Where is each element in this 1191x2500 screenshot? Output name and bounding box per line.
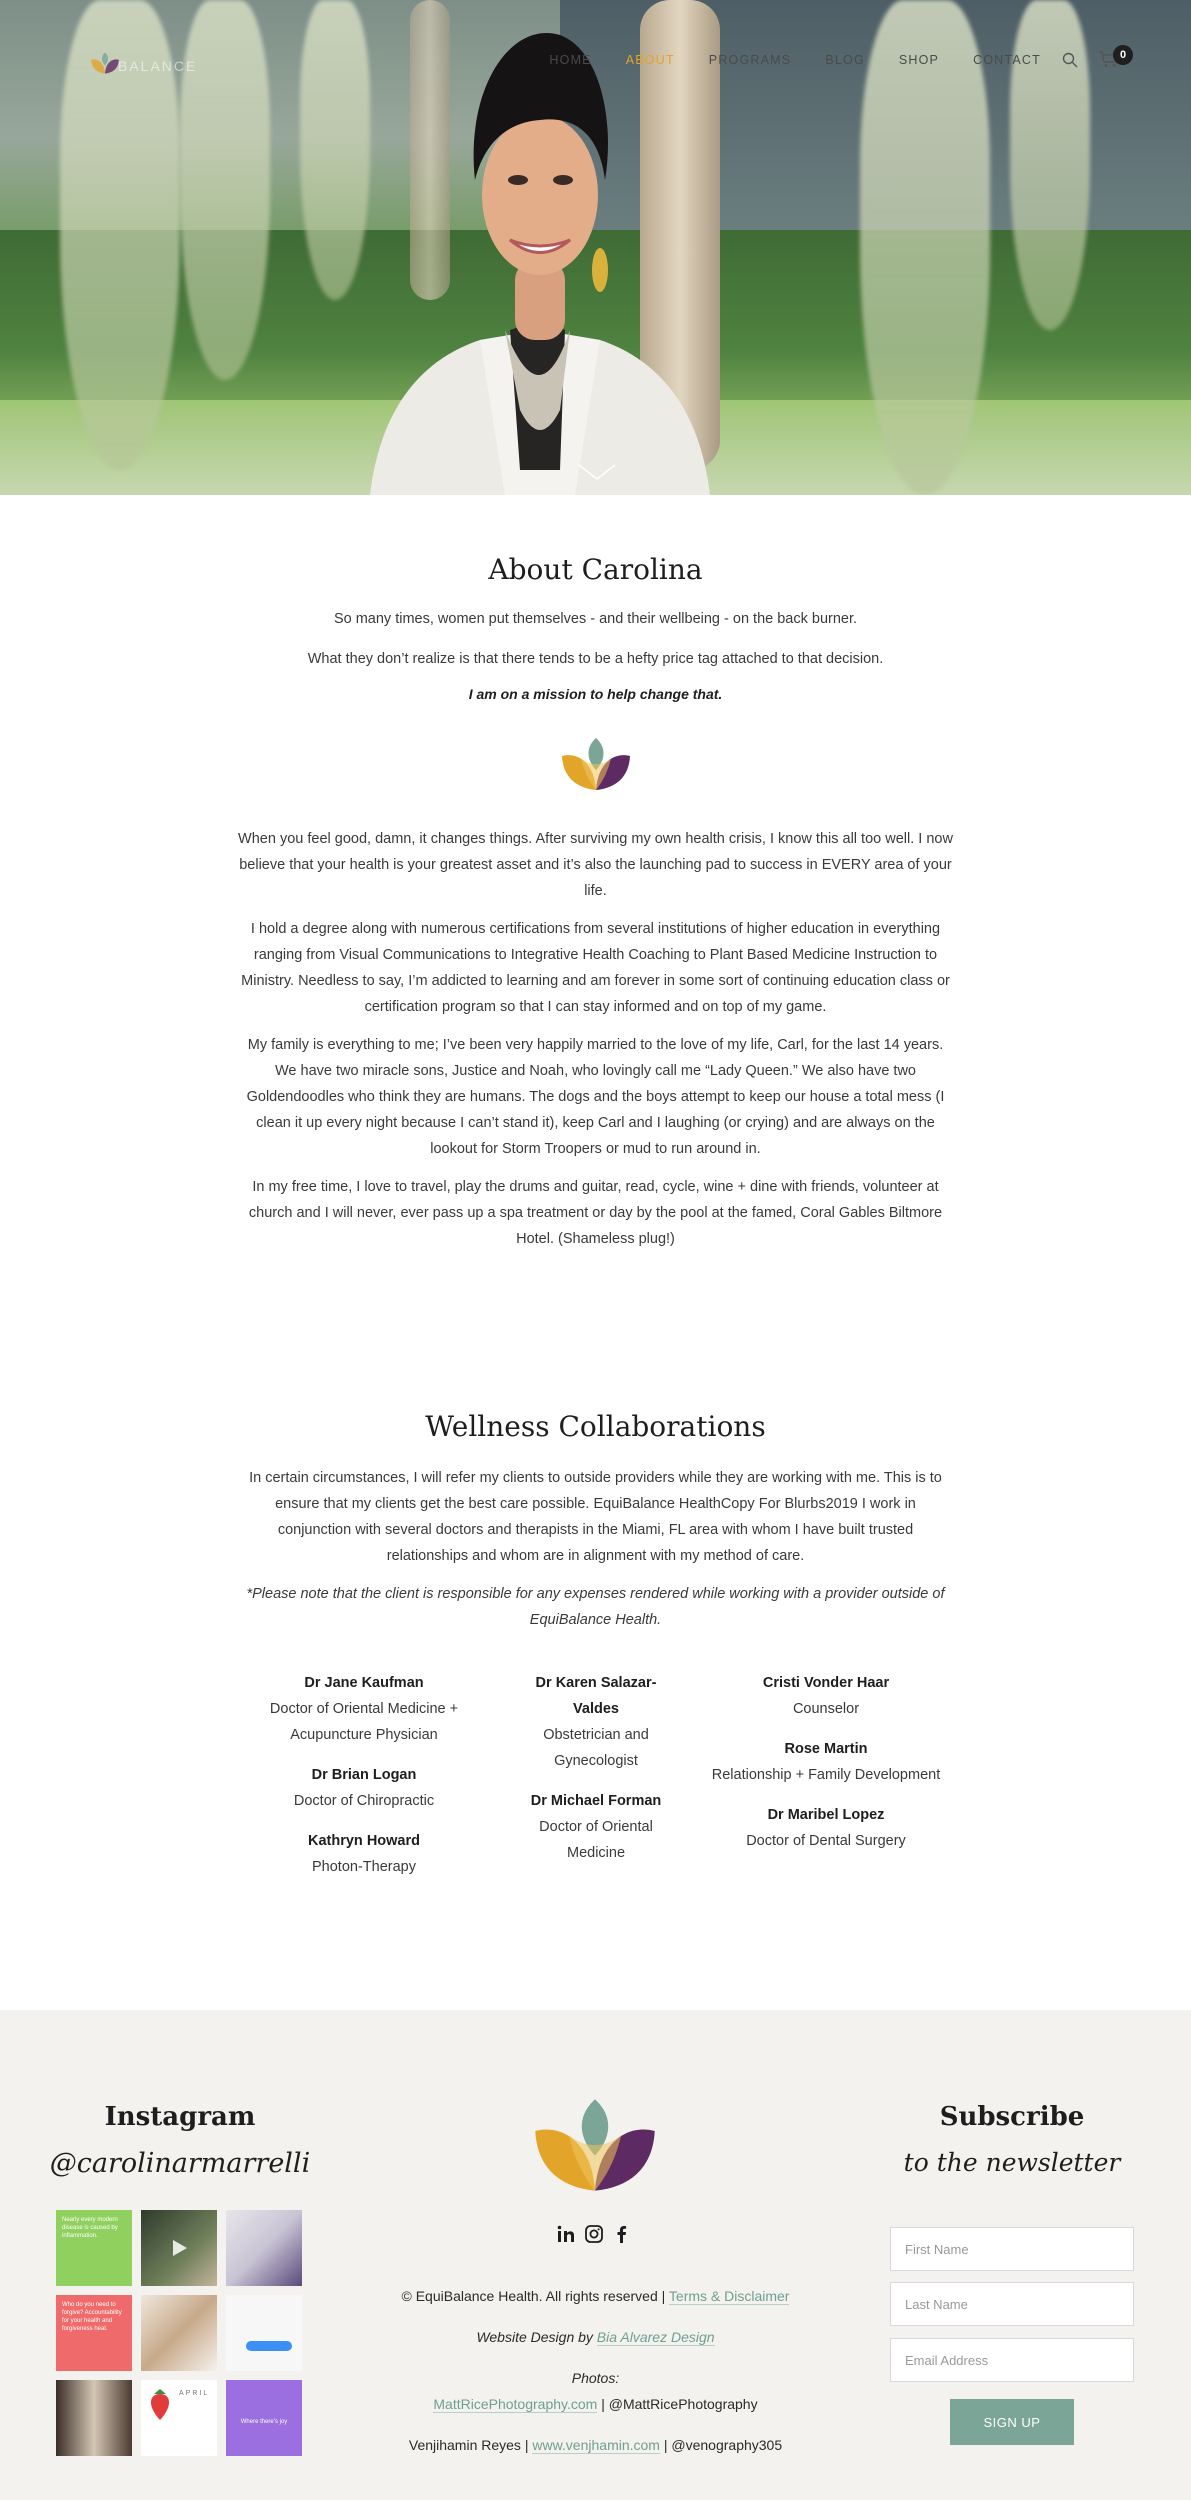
wellness-intro: In certain circumstances, I will refer my clients to outside providers while they are working with me. This is to ensure that my clients get the best care possible. EquiBalance HealthCopy For Blurbs2019 I work in conjunction with several doctors and therapists in the Miami, FL area with whom I have built trusted relationships and whom are in alignment with my method of care.	[249, 1470, 942, 1564]
wellness-section	[0, 1410, 1191, 1633]
photographer-link[interactable]: MattRicePhotography.com	[433, 2396, 598, 2412]
instagram-post[interactable]	[226, 2380, 302, 2456]
site-logo[interactable]	[90, 40, 240, 80]
lotus-logo-icon[interactable]	[530, 2095, 660, 2195]
about-paragraph: My family is everything to me; I’ve been very happily married to the love of my life, Carl, for the last 14 years. We have two miracle sons, Justice and Noah, who lovingly call me “Lady Queen.” We also have two Goldendoodles who think they are humans. The dogs and the boys attempt to keep our house a total mess (I clean it up every night because I can’t stand it), keep Carl and I laughing (or crying) and are always on the lookout for Storm Troopers or mud to run around in.	[246, 1037, 945, 1157]
about-mission: I am on a mission to help change that.	[468, 686, 723, 702]
photographer-link[interactable]: www.venjhamin.com	[532, 2437, 660, 2453]
instagram-post-text: Where there's joy	[240, 2419, 288, 2425]
email-input[interactable]	[890, 2338, 1134, 2382]
instagram-post[interactable]	[141, 2210, 217, 2286]
strawberry-icon	[145, 2386, 175, 2422]
provider-column-3	[700, 1670, 952, 1868]
nav-blog[interactable]: BLOG	[825, 53, 865, 67]
lotus-logo-icon	[90, 48, 120, 78]
nav-about[interactable]: ABOUT	[625, 53, 675, 67]
instagram-handle[interactable]: @carolinarmarrelli	[49, 2148, 311, 2179]
wellness-title: Wellness Collaborations	[425, 1410, 766, 1443]
provider-role: Doctor of Dental Surgery	[746, 1833, 906, 1849]
terms-link[interactable]: Terms & Disclaimer	[668, 2288, 790, 2304]
play-icon	[167, 2236, 191, 2260]
provider-name: Dr Karen Salazar-Valdes	[535, 1675, 657, 1717]
design-credit	[300, 2329, 891, 2345]
instagram-post[interactable]	[226, 2295, 302, 2371]
about-intro-1: So many times, women put themselves - and their wellbeing - on the back burner.	[333, 611, 858, 627]
provider-name: Dr Maribel Lopez	[767, 1807, 885, 1823]
photographer-handle: | @venography305	[663, 2437, 783, 2453]
logo-text: BALANCE	[118, 58, 198, 74]
provider-role: Counselor	[792, 1701, 860, 1717]
provider-role: Relationship + Family Development	[711, 1767, 941, 1783]
instagram-post[interactable]	[56, 2210, 132, 2286]
last-name-input[interactable]	[890, 2282, 1134, 2326]
facebook-icon[interactable]	[613, 2225, 633, 2245]
social-links	[555, 2225, 635, 2247]
top-navigation	[0, 0, 1191, 120]
chevron-down-icon[interactable]	[577, 462, 617, 482]
provider-name: Dr Michael Forman	[530, 1793, 662, 1809]
photographer-handle: | @MattRicePhotography	[601, 2396, 758, 2412]
provider-role: Obstetrician and Gynecologist	[543, 1727, 649, 1769]
photo-credit-1	[300, 2396, 891, 2412]
provider-role: Doctor of Oriental Medicine	[539, 1819, 653, 1861]
photos-label: Photos:	[571, 2370, 620, 2386]
instagram-title: Instagram	[104, 2102, 256, 2132]
instagram-post-text: Who do you need to forgive? Accountability for your health and forgiveness heal.	[62, 2302, 122, 2332]
photo-credit-2	[300, 2437, 891, 2453]
provider-role: Doctor of Chiropractic	[293, 1793, 435, 1809]
linkedin-icon[interactable]	[557, 2225, 577, 2245]
copyright-text: © EquiBalance Health. All rights reserved |	[401, 2288, 666, 2304]
instagram-post[interactable]	[226, 2210, 302, 2286]
about-paragraph: In my free time, I love to travel, play the drums and guitar, read, cycle, wine + dine with friends, volunteer at church and I will never, ever pass up a spa treatment or day by the pool at the famed, Coral Gables Biltmore Hotel. (Shameless plug!)	[248, 1179, 943, 1247]
provider-name: Kathryn Howard	[308, 1833, 420, 1849]
message-bubble	[246, 2341, 292, 2351]
copyright-line	[300, 2288, 891, 2304]
wellness-note: *Please note that the client is responsible for any expenses rendered while working with a provider outside of EquiBalance Health.	[246, 1586, 945, 1628]
nav-menu	[515, 53, 1041, 67]
instagram-grid	[56, 2210, 302, 2456]
photographer-name: Venjihamin Reyes |	[408, 2437, 529, 2453]
nav-contact[interactable]: CONTACT	[973, 53, 1041, 67]
sign-up-button[interactable]: SIGN UP	[950, 2399, 1074, 2445]
hero-banner	[0, 0, 1191, 495]
about-section	[0, 553, 1191, 1264]
provider-role: Photon-Therapy	[312, 1859, 416, 1875]
instagram-icon[interactable]	[585, 2225, 605, 2245]
about-intro-2: What they don’t realize is that there tends to be a hefty price tag attached to that decision.	[307, 651, 884, 667]
provider-name: Rose Martin	[784, 1741, 868, 1757]
about-paragraph: When you feel good, damn, it changes things. After surviving my own health crisis, I know this all too well. I now believe that your health is your greatest asset and it’s also the launching pad to success in EVERY area of your life.	[238, 831, 953, 899]
instagram-post[interactable]	[141, 2380, 217, 2456]
provider-name: Cristi Vonder Haar	[762, 1675, 890, 1691]
designer-link[interactable]: Bia Alvarez Design	[596, 2329, 715, 2345]
first-name-input[interactable]	[890, 2227, 1134, 2271]
search-icon[interactable]	[1062, 52, 1078, 68]
nav-shop[interactable]: SHOP	[898, 53, 940, 67]
provider-column-2	[516, 1670, 676, 1880]
nav-home[interactable]: HOME	[549, 53, 592, 67]
provider-column-1	[244, 1670, 484, 1894]
cart-count-badge[interactable]: 0	[1113, 45, 1133, 65]
subscribe-title: Subscribe	[939, 2102, 1085, 2132]
instagram-post[interactable]	[56, 2295, 132, 2371]
about-title: About Carolina	[488, 553, 703, 586]
instagram-post[interactable]	[141, 2295, 217, 2371]
subscribe-subtitle: to the newsletter	[903, 2148, 1121, 2177]
instagram-post-text: Nearly every modern disease is caused by inflammation.	[62, 2217, 118, 2239]
about-paragraph: I hold a degree along with numerous certifications from several institutions of higher education in everything ranging from Visual Communications to Integrative Health Coaching to Plant Based Medicine Instruction to Ministry. Needless to say, I’m addicted to learning and am forever in some sort of continuing education class or certification program so that I can stay informed and on top of my game.	[241, 921, 950, 1015]
instagram-post[interactable]	[56, 2380, 132, 2456]
site-footer	[0, 2010, 1191, 2500]
instagram-post-text: APRIL	[179, 2390, 210, 2397]
nav-programs[interactable]: PROGRAMS	[708, 53, 792, 67]
lotus-icon	[559, 736, 633, 792]
provider-name: Dr Brian Logan	[311, 1767, 417, 1783]
design-credit-text: Website Design by	[476, 2329, 593, 2345]
provider-name: Dr Jane Kaufman	[304, 1675, 424, 1691]
provider-role: Doctor of Oriental Medicine + Acupuncture Physician	[269, 1701, 459, 1743]
